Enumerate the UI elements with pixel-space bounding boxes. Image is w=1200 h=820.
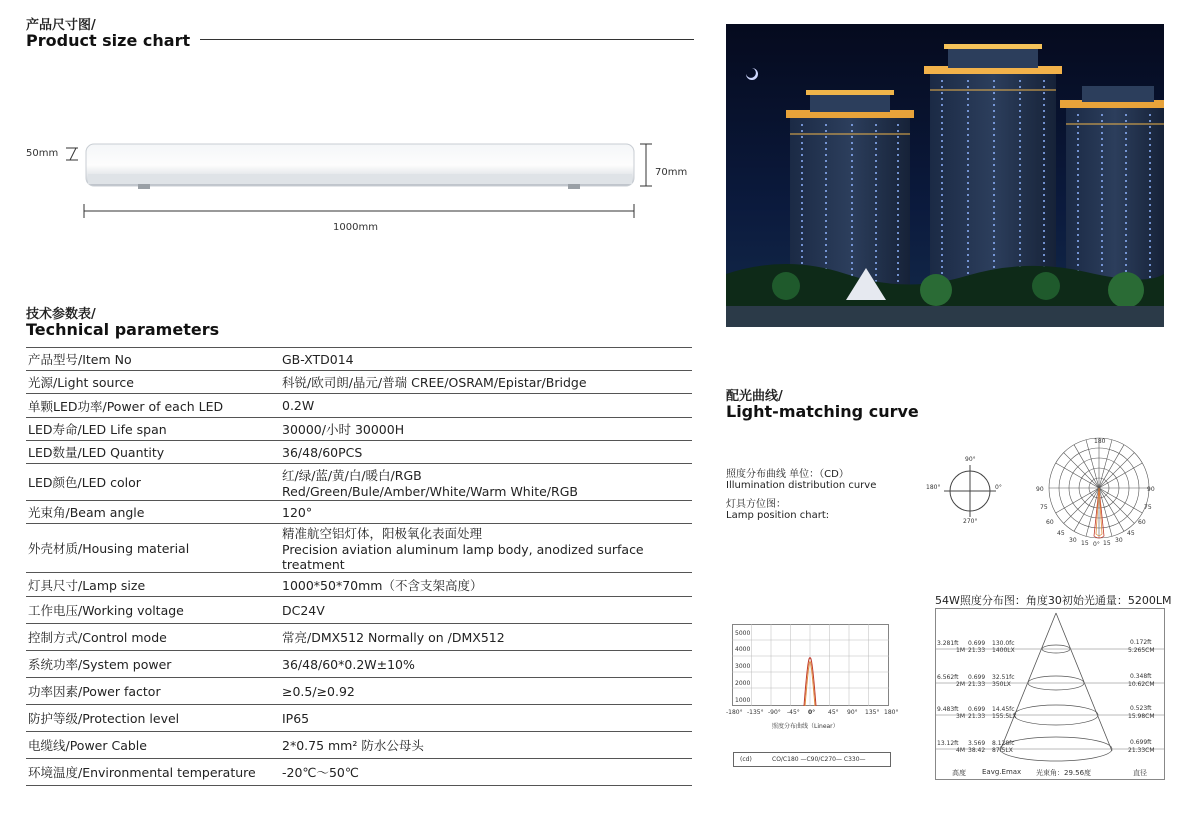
- param-value: [278, 464, 692, 501]
- table-row: [26, 732, 692, 759]
- cone-fc: 14.45fc: [992, 706, 1015, 713]
- cone-height-ft: 9.483ft: [937, 706, 959, 713]
- cone-diam-cm: 21.33CM: [1128, 747, 1155, 754]
- param-value-line: 30000/小时 30000H: [282, 422, 405, 437]
- param-value-line: 1000*50*70mm（不含支架高度）: [282, 577, 483, 593]
- table-row: [26, 418, 692, 441]
- x-tick: -135°: [747, 709, 764, 716]
- table-row: [26, 678, 692, 705]
- polar-label: 45: [1057, 530, 1065, 537]
- param-value-line: IP65: [282, 710, 310, 726]
- x-tick: 135°: [865, 709, 880, 716]
- dim-depth-label: 70mm: [655, 167, 688, 178]
- polar-label: 180: [1094, 438, 1106, 445]
- param-label: LED数量/LED Quantity: [26, 441, 278, 464]
- size-chart-rule: [200, 39, 694, 40]
- pos-label-top: 90°: [965, 456, 976, 463]
- lamp-position-chart: [928, 455, 1008, 527]
- cone-diam-ft: 0.172ft: [1130, 639, 1152, 646]
- cone-foot-height: 高度: [952, 769, 966, 777]
- param-value: [278, 348, 692, 371]
- param-label: 光源/Light source: [26, 371, 278, 394]
- param-value-line-2: Red/Green/Bule/Amber/White/Warm White/RGB: [282, 483, 578, 499]
- curve-label-2: Illumination distribution curve: [726, 480, 877, 491]
- table-row: [26, 441, 692, 464]
- x-tick: -180°: [726, 709, 743, 716]
- cone-foot-eavg: Eavg.Emax: [982, 768, 1022, 776]
- linear-chart: [732, 624, 890, 706]
- cone-fc: 32.51fc: [992, 674, 1015, 681]
- param-value: [278, 651, 692, 678]
- param-value-line: -20℃～50℃: [282, 765, 359, 780]
- param-value-line-2: Precision aviation aluminum lamp body, anodized surface treatment: [282, 542, 644, 572]
- cone-height-ft: 13.12ft: [937, 740, 959, 747]
- cone-diam-cm: 5.265CM: [1128, 647, 1155, 654]
- polar-label: 60: [1046, 519, 1054, 526]
- param-label: LED颜色/LED color: [26, 464, 278, 501]
- legend-series: CO/C180 —C90/C270— C330—: [772, 756, 866, 763]
- table-row: [26, 573, 692, 597]
- param-value-line: 红/绿/蓝/黄/白/暖白/RGB: [282, 467, 422, 483]
- tech-title-cn: 技术参数表/: [26, 307, 96, 322]
- polar-label: 0°: [1093, 541, 1100, 548]
- cone-height-m: 4M: [956, 747, 965, 754]
- param-value: [278, 441, 692, 464]
- cone-foot-beam: 光束角：29.56度: [1036, 769, 1092, 777]
- param-label: 电缆线/Power Cable: [26, 732, 278, 759]
- param-value-line: 36/48/60*0.2W±10%: [282, 656, 415, 672]
- cone-diam-cm: 15.98CM: [1128, 713, 1155, 720]
- y-tick: 3000: [735, 663, 751, 670]
- param-label: 环境温度/Environmental temperature: [26, 759, 278, 786]
- polar-label: 15: [1081, 540, 1089, 547]
- cone-height-ft: 3.281ft: [937, 640, 959, 647]
- cone-lx: 155.5LX: [992, 713, 1017, 720]
- param-value-line: 精准航空铝灯体，阳极氧化表面处理: [282, 526, 483, 541]
- param-value: [278, 501, 692, 524]
- param-value: [278, 573, 692, 597]
- pos-label-bottom: 270°: [963, 518, 978, 525]
- polar-label: 45: [1127, 530, 1135, 537]
- dim-height-label: 50mm: [26, 148, 59, 159]
- pos-label-left: 180°: [926, 484, 941, 491]
- table-row: [26, 501, 692, 524]
- param-value: [278, 524, 692, 573]
- curve-label-4: Lamp position chart:: [726, 510, 830, 521]
- curve-title-en: Light-matching curve: [726, 402, 919, 421]
- x-tick: 45°: [828, 709, 839, 716]
- curve-label-3: 灯具方位图：: [726, 499, 786, 510]
- param-value-line: 0.2W: [282, 398, 315, 413]
- param-value: [278, 624, 692, 651]
- cone-eavg: 3.569: [968, 740, 986, 747]
- param-label: 外壳材质/Housing material: [26, 524, 278, 573]
- table-row: [26, 371, 692, 394]
- table-row: [26, 624, 692, 651]
- param-label: 单颗LED功率/Power of each LED: [26, 394, 278, 418]
- cone-diam-ft: 0.523ft: [1130, 705, 1152, 712]
- tech-title-en: Technical parameters: [26, 320, 220, 339]
- cone-emax: 21.33: [968, 681, 986, 688]
- cone-diam-cm: 10.62CM: [1128, 681, 1155, 688]
- param-value: [278, 597, 692, 624]
- lamp-position-svg: [928, 455, 1008, 527]
- table-row: [26, 759, 692, 786]
- x-tick: 180°: [884, 709, 899, 716]
- size-chart-title-en: Product size chart: [26, 31, 191, 50]
- x-tick: -90°: [768, 709, 781, 716]
- table-row: [26, 348, 692, 371]
- cone-title: 54W照度分布图：角度30初始光通量：5200LM: [935, 594, 1172, 607]
- polar-chart: [1034, 436, 1164, 548]
- size-chart-title-cn: 产品尺寸图/: [26, 18, 96, 33]
- table-row: [26, 524, 692, 573]
- night-building-photo: [726, 24, 1164, 327]
- table-row: [26, 651, 692, 678]
- curve-label-1: 照度分布曲线 单位：（CD）: [726, 469, 849, 480]
- y-tick: 1000: [735, 697, 751, 704]
- param-value: [278, 732, 692, 759]
- param-label: LED寿命/LED Life span: [26, 418, 278, 441]
- cone-height-ft: 6.562ft: [937, 674, 959, 681]
- cone-height-m: 1M: [956, 647, 965, 654]
- polar-label: 30: [1069, 537, 1077, 544]
- param-label: 灯具尺寸/Lamp size: [26, 573, 278, 597]
- table-row: [26, 394, 692, 418]
- polar-label: 90: [1036, 486, 1044, 493]
- cone-fc: 8.128fc: [992, 740, 1015, 747]
- linear-legend: [733, 752, 891, 767]
- param-value-line: 2*0.75 mm² 防水公母头: [282, 738, 424, 753]
- y-tick: 4000: [735, 646, 751, 653]
- param-value-line: 科锐/欧司朗/晶元/普瑞 CREE/OSRAM/Epistar/Bridge: [282, 375, 587, 390]
- param-value: [278, 678, 692, 705]
- cone-foot-diameter: 直径: [1133, 769, 1147, 777]
- param-label: 功率因素/Power factor: [26, 678, 278, 705]
- param-label: 产品型号/Item No: [26, 348, 278, 371]
- legend-unit: (cd): [740, 756, 752, 763]
- cone-emax: 21.33: [968, 713, 986, 720]
- param-value: [278, 705, 692, 732]
- y-tick: 2000: [735, 680, 751, 687]
- dim-length-label: 1000mm: [333, 222, 378, 233]
- polar-label: 75: [1040, 504, 1048, 511]
- cone-height-m: 2M: [956, 681, 965, 688]
- param-label: 工作电压/Working voltage: [26, 597, 278, 624]
- param-value-line: 120°: [282, 504, 313, 520]
- polar-label: 30: [1115, 537, 1123, 544]
- cone-chart: [935, 608, 1165, 780]
- param-value-line: GB-XTD014: [282, 351, 354, 367]
- table-row: [26, 597, 692, 624]
- cone-lx: 87.5LX: [992, 747, 1013, 754]
- cone-eavg: 0.699: [968, 640, 986, 647]
- pos-label-right: 0°: [995, 484, 1002, 491]
- linear-chart-svg: [732, 624, 890, 706]
- polar-chart-svg: [1034, 436, 1164, 548]
- param-label: 系统功率/System power: [26, 651, 278, 678]
- cone-eavg: 0.699: [968, 706, 986, 713]
- param-value: [278, 371, 692, 394]
- y-tick: 5000: [735, 630, 751, 637]
- cone-eavg: 0.699: [968, 674, 986, 681]
- cone-fc: 130.0fc: [992, 640, 1015, 647]
- x-tick: 90°: [847, 709, 858, 716]
- polar-label: 75: [1144, 504, 1152, 511]
- param-label: 光束角/Beam angle: [26, 501, 278, 524]
- x-tick: 0°: [808, 709, 816, 716]
- param-value-line: ≥0.5/≥0.92: [282, 683, 355, 699]
- cone-emax: 21.33: [968, 647, 986, 654]
- param-label: 防护等级/Protection level: [26, 705, 278, 732]
- param-label: 控制方式/Control mode: [26, 624, 278, 651]
- table-row: [26, 464, 692, 501]
- night-building-svg: [726, 24, 1164, 327]
- param-value-line: 36/48/60PCS: [282, 444, 363, 460]
- param-value: [278, 418, 692, 441]
- table-row: [26, 705, 692, 732]
- param-value: [278, 394, 692, 418]
- cone-emax: 38.42: [968, 747, 986, 754]
- cone-height-m: 3M: [956, 713, 965, 720]
- cone-lx: 1400LX: [992, 647, 1015, 654]
- tech-params-table: [26, 347, 692, 786]
- polar-label: 15: [1103, 540, 1111, 547]
- cone-diam-ft: 0.699ft: [1130, 739, 1152, 746]
- x-tick: -45°: [787, 709, 800, 716]
- param-value-line: DC24V: [282, 602, 325, 618]
- linear-caption: 照度分布曲线（Linear）: [772, 723, 839, 730]
- cone-diam-ft: 0.348ft: [1130, 673, 1152, 680]
- param-value-line: 常亮/DMX512 Normally on /DMX512: [282, 630, 505, 645]
- polar-label: 60: [1138, 519, 1146, 526]
- param-value: [278, 759, 692, 786]
- cone-lx: 350LX: [992, 681, 1011, 688]
- polar-label: 90: [1147, 486, 1155, 493]
- curve-title-cn: 配光曲线/: [726, 389, 783, 404]
